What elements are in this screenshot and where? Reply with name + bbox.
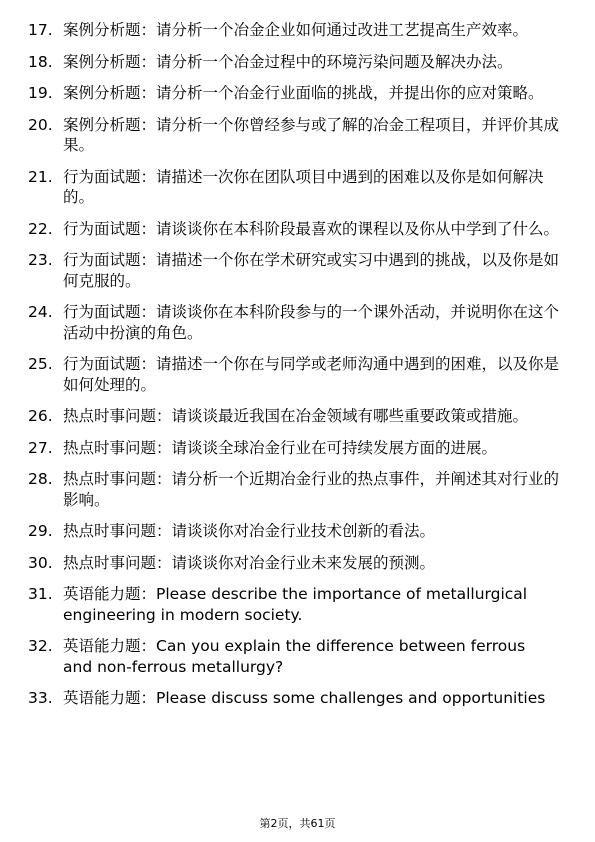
question-text: 行为面试题：请谈谈你在本科阶段最喜欢的课程以及你从中学到了什么。 (63, 219, 560, 238)
question-item (0, 302, 595, 343)
question-item (0, 20, 595, 41)
question-number: 28. (28, 470, 53, 488)
question-list (0, 20, 595, 720)
question-item (0, 250, 595, 291)
question-number: 24. (28, 303, 53, 321)
question-item (0, 636, 595, 677)
question-item (0, 219, 595, 240)
question-text: 热点时事问题：请谈谈你对冶金行业未来发展的预测。 (63, 553, 436, 572)
question-number: 20. (28, 115, 53, 134)
page-footer: 第2页，共61页 (259, 817, 336, 830)
question-number: 26. (28, 407, 53, 425)
question-text: 热点时事问题：请谈谈最近我国在冶金领域有哪些重要政策或措施。 (63, 407, 529, 425)
question-text: 行为面试题：请描述一个你在学术研究或实习中遇到的挑战，以及你是如何克服的。 (63, 251, 560, 290)
question-item (0, 167, 595, 208)
question-item (0, 438, 595, 459)
question-item (0, 83, 595, 104)
question-item (0, 115, 595, 156)
question-item (0, 406, 595, 427)
question-number: 33. (28, 689, 53, 707)
question-text: 案例分析题：请分析一个你曾经参与或了解的冶金工程项目，并评价其成果。 (63, 115, 560, 154)
question-text: 热点时事问题：请分析一个近期冶金行业的热点事件，并阐述其对行业的影响。 (63, 470, 560, 509)
question-item (0, 469, 595, 510)
question-number: 23. (28, 251, 53, 269)
question-number: 29. (28, 522, 53, 540)
question-text: 热点时事问题：请谈谈全球冶金行业在可持续发展方面的进展。 (63, 438, 498, 457)
question-item (0, 553, 595, 574)
question-number: 27. (28, 438, 53, 457)
question-number: 22. (28, 219, 53, 238)
question-text: 英语能力题：Please describe the importance of metallurgical engineering in modern society. (63, 585, 528, 624)
question-text: 行为面试题：请描述一次你在团队项目中遇到的困难以及你是如何解决的。 (63, 167, 544, 206)
question-text: 英语能力题：Please discuss some challenges and opportunities (63, 689, 546, 707)
question-item (0, 688, 595, 709)
question-item (0, 52, 595, 73)
question-item (0, 584, 595, 625)
question-text: 案例分析题：请分析一个冶金企业如何通过改进工艺提高生产效率。 (63, 21, 529, 39)
question-number: 30. (28, 553, 53, 572)
question-text: 案例分析题：请分析一个冶金过程中的环境污染问题及解决办法。 (63, 52, 513, 71)
question-text: 英语能力题：Can you explain the difference between ferrous and non-ferrous metallurgy? (63, 637, 526, 676)
question-text: 行为面试题：请谈谈你在本科阶段参与的一个课外活动，并说明你在这个活动中扮演的角色。 (63, 303, 560, 342)
question-number: 19. (28, 84, 53, 102)
question-text: 热点时事问题：请谈谈你对冶金行业技术创新的看法。 (63, 522, 436, 540)
question-text: 案例分析题：请分析一个冶金行业面临的挑战，并提出你的应对策略。 (63, 84, 544, 102)
question-number: 32. (28, 637, 53, 655)
question-number: 31. (28, 585, 53, 603)
question-number: 21. (28, 167, 53, 186)
question-number: 25. (28, 355, 53, 373)
question-number: 17. (28, 21, 53, 39)
question-item (0, 354, 595, 395)
question-item (0, 521, 595, 542)
question-text: 行为面试题：请描述一个你在与同学或老师沟通中遇到的困难，以及你是如何处理的。 (63, 355, 560, 394)
question-number: 18. (28, 52, 53, 71)
